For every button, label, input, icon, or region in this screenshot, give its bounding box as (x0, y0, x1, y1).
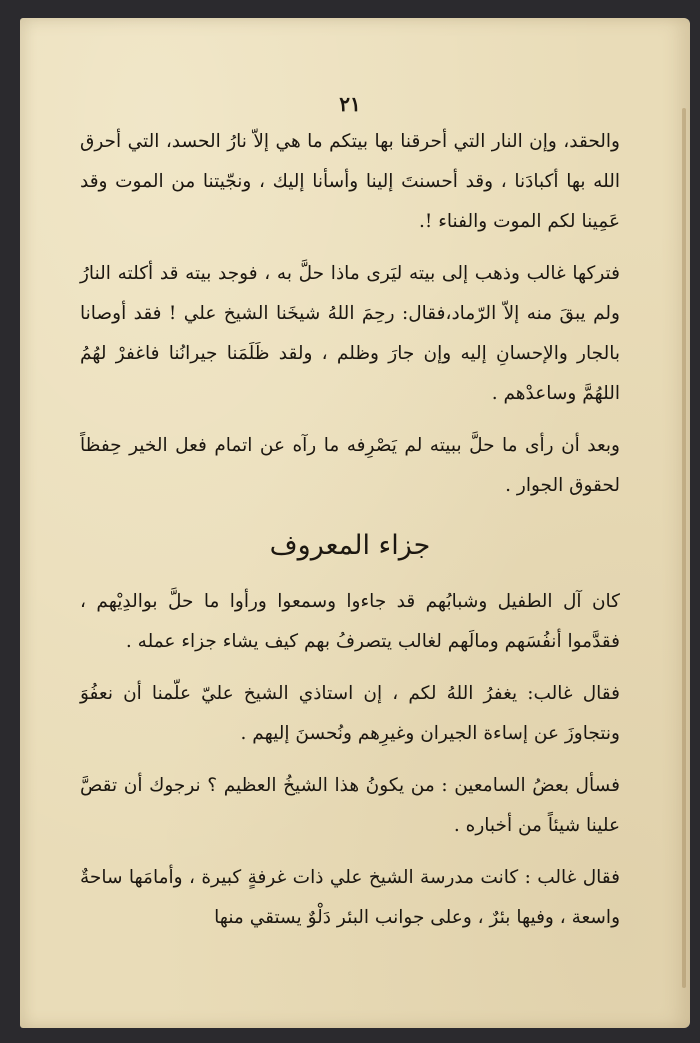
paragraph-7: فقال غالب : كانت مدرسة الشيخ علي ذات غرفةٍ كبيرة ، وأمامَها ساحةٌ واسعة ، وفيها بئرٌ ، وعلى جوانب البئر دَلْوٌ يستقي منها (80, 867, 620, 928)
paragraph-5: فقال غالب: يغفرُ اللهُ لكم ، إن استاذي الشيخ عليّ علّمنا أن نعفُوَ ونتجاوزَ عن إساءة الجيران وغيرِهم ونُحسنَ إليهم . (80, 683, 620, 744)
section-title: جزاء المعروف (269, 530, 431, 561)
paragraph-2: فتركها غالب وذهب إلى بيته ليَرى ماذا حلَّ به ، فوجد بيته قد أكلته النارُ ولم يبقَ منه إلاّ الرّماد،فقال: رحِمَ اللهُ شيخَنا الشيخ علي ! فقد أوصانا بالجار والإحسانِ إليه وإن جارَ وظلم ، ولقد ظَلَمَنا جيرانُنا فاغفرْ لهُمُ اللهُمَّ وساعدْهم . (80, 263, 620, 404)
paragraph-1: والحقد، وإن النار التي أحرقنا بها بيتكم ما هي إلاّ نارُ الحسد، التي أحرق الله بها أكبادَنا ، وقد أحسنتَ إلينا وأسأنا إليك ، ونجّيتنا من الموت وقد عَمِينا لكم الموت والفناء !. (80, 131, 620, 232)
page-content (80, 92, 620, 950)
paragraph-3: وبعد أن رأى ما حلَّ ببيته لم يَصْرِفه ما رآه عن اتمام فعل الخير حِفظاً لحقوق الجوار . (80, 435, 620, 496)
paragraph-6: فسأل بعضُ السامعين : من يكونُ هذا الشيخُ العظيم ؟ نرجوك أن تقصَّ علينا شيئاً من أخباره . (80, 775, 620, 836)
paragraph-4: كان آل الطفيل وشبابُهم قد جاءوا وسمعوا ورأوا ما حلَّ بوالدِيْهم ، فقدَّموا أنفُسَهم ومالَهم لغالب يتصرفُ بهم كيف يشاء جزاء عمله . (80, 591, 620, 652)
page-edge-shadow (682, 108, 686, 988)
page-number: ٢١ (339, 92, 361, 116)
